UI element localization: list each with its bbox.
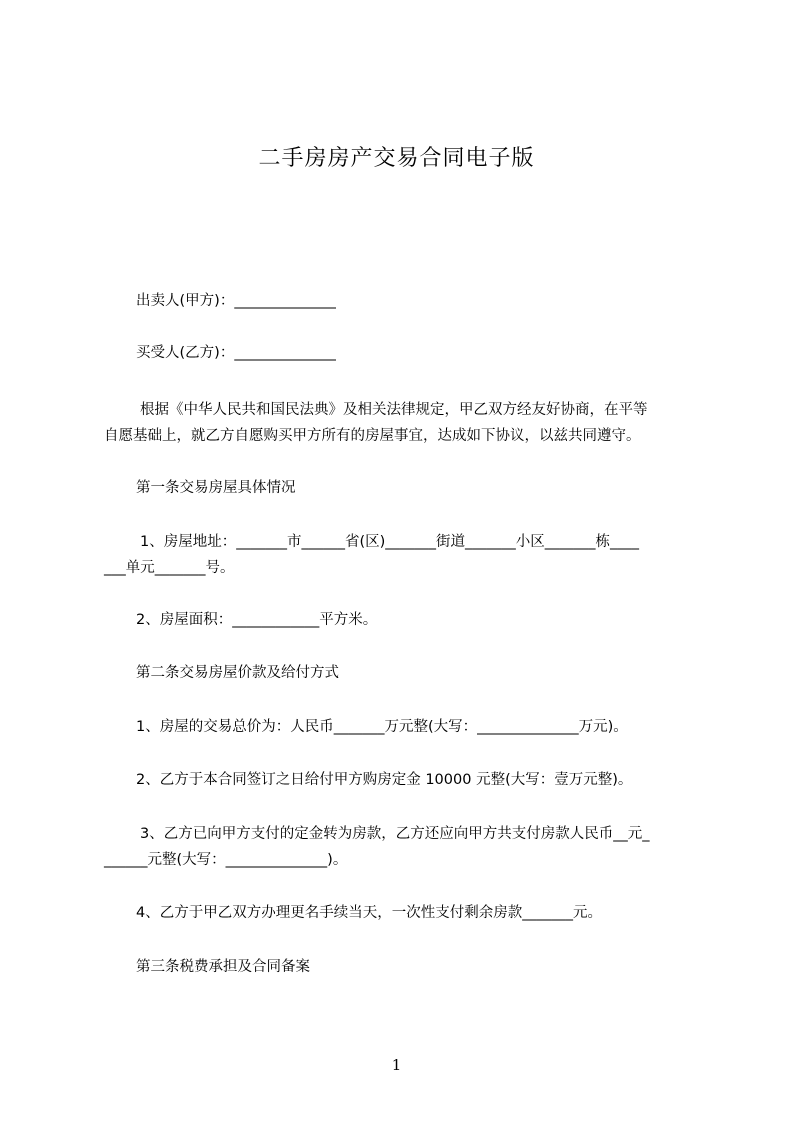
buyer-line: 买受人(乙方)：______________	[136, 345, 336, 361]
article-3-heading: 第三条税费承担及合同备案	[136, 959, 310, 975]
article-2-item-4: 4、乙方于甲乙双方办理更名手续当天，一次性支付剩余房款_______元。	[136, 905, 602, 921]
article-1-item-1-line-1: 1、房屋地址：_______市______省(区)_______街道_______小区_______栋____	[140, 534, 640, 550]
article-2-item-1: 1、房屋的交易总价为：人民币_______万元整(大写：______________万元)。	[136, 719, 628, 735]
article-2-item-3-line-1: 3、乙方已向甲方支付的定金转为房款，乙方还应向甲方共支付房款人民币__元_	[140, 826, 650, 842]
page-number: 1	[391, 1056, 402, 1074]
article-2-item-2: 2、乙方于本合同签订之日给付甲方购房定金 10000 元整(大写：壹万元整)。	[136, 772, 633, 788]
document-title: 二手房房产交易合同电子版	[258, 146, 535, 171]
article-1-item-2: 2、房屋面积：____________平方米。	[136, 612, 378, 628]
intro-paragraph-line-2: 自愿基础上，就乙方自愿购买甲方所有的房屋事宜，达成如下协议，以兹共同遵守。	[104, 428, 641, 444]
seller-line: 出卖人(甲方)：______________	[136, 293, 336, 309]
article-2-heading: 第二条交易房屋价款及给付方式	[136, 665, 339, 681]
article-1-item-1-line-2: ___单元_______号。	[104, 560, 235, 576]
article-1-heading: 第一条交易房屋具体情况	[136, 480, 296, 496]
article-2-item-3-line-2: ______元整(大写：______________)。	[104, 852, 348, 868]
intro-paragraph-line-1: 根据《中华人民共和国民法典》及相关法律规定，甲乙双方经友好协商，在平等	[140, 402, 648, 418]
